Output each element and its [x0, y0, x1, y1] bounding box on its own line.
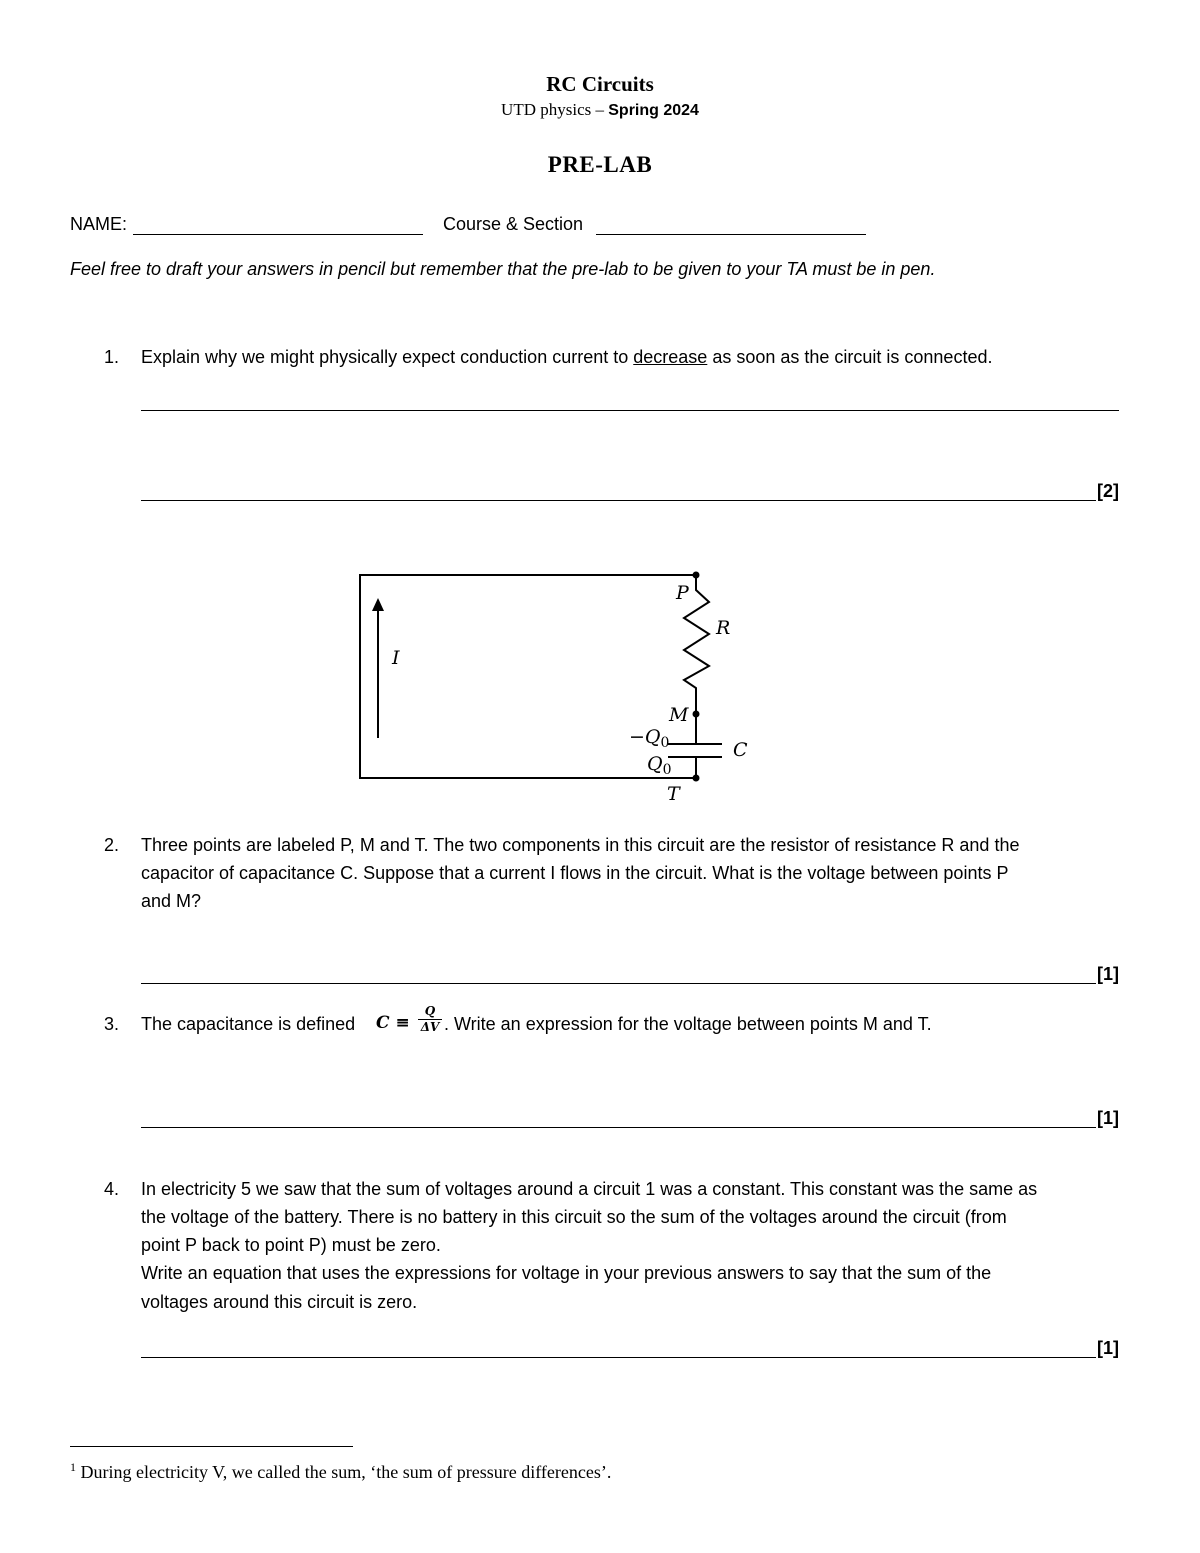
question-4-line-1: In electricity 5 we saw that the sum of voltages around a circuit 1 was a constant. This constant was the same as	[141, 1179, 1038, 1199]
label-t: T	[667, 783, 680, 805]
question-3-number: 3.	[104, 1014, 120, 1034]
question-3-fraction-numerator: Q	[424, 1004, 436, 1018]
course-field[interactable]	[596, 234, 866, 235]
question-1-number: 1.	[104, 347, 120, 367]
name-field[interactable]	[133, 234, 423, 235]
label-i: I	[392, 647, 400, 669]
question-4-answer-line[interactable]	[141, 1357, 1096, 1358]
question-2-marks: [1]	[1097, 964, 1119, 984]
question-3-marks: [1]	[1097, 1108, 1119, 1128]
instruction-text: Feel free to draft your answers in pencil but remember that the pre-lab to be given to your TA must be in pen.	[70, 259, 936, 279]
question-2-number: 2.	[104, 835, 120, 855]
subtitle-prefix: UTD physics –	[501, 100, 609, 119]
section-heading: PRE-LAB	[547, 152, 653, 177]
footnote-marker: 1	[70, 1460, 76, 1474]
question-2-line-1: Three points are labeled P, M and T. The two components in this circuit are the resistor of resistance R and the	[141, 835, 1020, 855]
question-3-formula-lhs: C ≡	[376, 1013, 410, 1033]
footnote	[70, 1460, 611, 1483]
circuit-diagram	[340, 560, 780, 810]
question-4-marks: [1]	[1097, 1338, 1119, 1358]
question-3-text-after: . Write an expression for the voltage between points M and T.	[444, 1014, 932, 1034]
page-title: RC Circuits	[546, 72, 654, 96]
label-neg-q0-main: −Q	[629, 726, 661, 748]
question-3-fraction	[418, 1005, 442, 1034]
question-1-answer-line-2[interactable]	[141, 500, 1096, 501]
node-t-dot	[693, 775, 700, 782]
question-4-number: 4.	[104, 1179, 120, 1199]
page-subtitle	[0, 100, 1200, 120]
node-m-dot	[693, 711, 700, 718]
question-4-line-4: Write an equation that uses the expressions for voltage in your previous answers to say that the sum of the	[141, 1263, 992, 1283]
label-m: M	[669, 704, 689, 726]
label-p: P	[676, 582, 689, 604]
label-c: C	[733, 739, 748, 761]
question-4-line-2: the voltage of the battery. There is no battery in this circuit so the sum of the voltages around the circuit (from	[141, 1207, 1007, 1227]
question-1-marks: [2]	[1097, 481, 1119, 501]
question-2-answer-line[interactable]	[141, 983, 1096, 984]
question-1-answer-line-1[interactable]	[141, 410, 1119, 411]
question-3-answer-line[interactable]	[141, 1127, 1096, 1128]
question-1-underlined: decrease	[633, 347, 708, 367]
question-4-line-5: voltages around this circuit is zero.	[141, 1292, 418, 1312]
course-label: Course & Section	[443, 214, 584, 234]
question-1-text	[141, 347, 992, 368]
question-2-line-2: capacitor of capacitance C. Suppose that a current I flows in the circuit. What is the voltage between points P	[141, 863, 1009, 883]
current-arrow-head	[372, 598, 384, 611]
question-3-fraction-denominator: ΔV	[420, 1020, 440, 1034]
name-label: NAME:	[70, 214, 128, 234]
label-q0-sub: 0	[662, 762, 672, 778]
footnote-text: During electricity V, we called the sum, ‘the sum of pressure differences’.	[76, 1462, 612, 1482]
label-r: R	[716, 617, 731, 639]
footnote-separator	[70, 1446, 353, 1447]
question-4-line-3: point P back to point P) must be zero.	[141, 1235, 441, 1255]
question-1-text-after: as soon as the circuit is connected.	[707, 347, 993, 367]
question-3-text-before: The capacitance is defined	[141, 1014, 356, 1034]
subtitle-term: Spring 2024	[608, 102, 699, 119]
label-neg-q0-sub: 0	[660, 735, 670, 751]
label-q0-main: Q	[647, 753, 663, 775]
label-neg-q0	[629, 726, 669, 751]
question-2-line-3: and M?	[141, 891, 202, 911]
label-q0	[647, 753, 672, 778]
node-p-dot	[693, 572, 700, 579]
question-1-text-before: Explain why we might physically expect conduction current to	[141, 347, 634, 367]
